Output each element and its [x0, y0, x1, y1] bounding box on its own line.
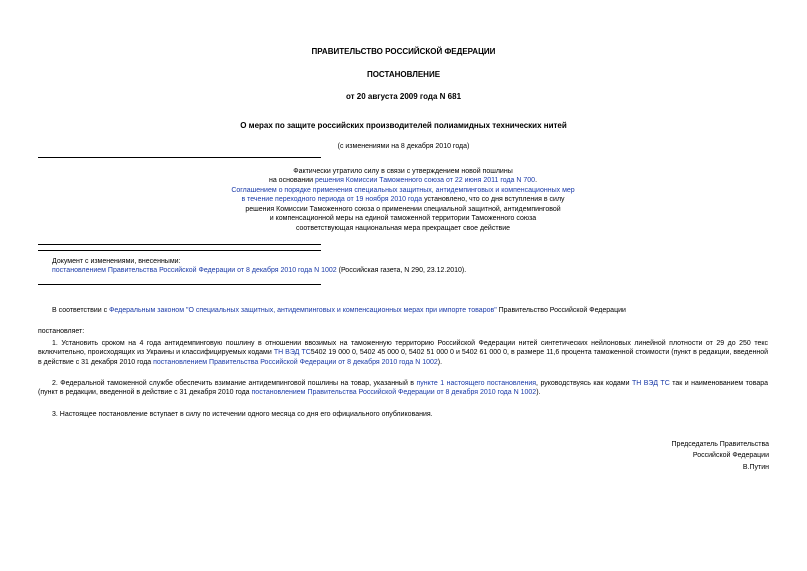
paragraph-text: ).: [437, 358, 443, 366]
notice-line: [38, 176, 768, 185]
doc-type-heading: ПОСТАНОВЛЕНИЕ: [366, 70, 441, 79]
preamble-text: В соответствии с: [52, 307, 110, 314]
agreement-link[interactable]: Соглашением о порядке применения специальных защитных, антидемпинговых и компенсационных мер: [231, 186, 575, 194]
paragraph-1: [38, 339, 768, 367]
paragraph-text: 2. Федеральной таможенной службе обеспечить взимание антидемпинговой пошлины на товар, указанный в: [52, 380, 417, 387]
commission-decision-link[interactable]: решения Комиссии Таможенного союза от 22 июня 2011 года N 700: [315, 177, 536, 185]
amendment-decree-link[interactable]: постановлением Правительства Российской Федерации от 8 декабря 2010 года N 1002: [52, 267, 337, 275]
validity-notice: [38, 167, 768, 233]
notice-line: [38, 195, 768, 204]
item-1-link[interactable]: пункте 1 настоящего постановления: [416, 380, 537, 387]
signer-name: В.Путин: [742, 463, 769, 471]
divider: [38, 244, 321, 245]
decrees-label: постановляет:: [38, 328, 85, 335]
divider: [38, 157, 321, 158]
amendment-decree-link[interactable]: постановлением Правительства Российской Федерации от 8 декабря 2010 года N 1002: [251, 389, 537, 397]
notice-text: .: [535, 177, 538, 185]
preamble: [38, 306, 768, 315]
tn-ved-link[interactable]: ТН ВЭД ТС: [631, 380, 670, 387]
notice-line: Фактически утратило силу в связи с утверждением новой пошлины: [293, 168, 513, 175]
notice-line: соответствующая национальная мера прекращает свое действие: [295, 224, 511, 232]
changes-block: [52, 257, 768, 276]
preamble-text: Правительство Российской Федерации: [496, 307, 626, 314]
agreement-date-link[interactable]: в течение переходного периода от 19 ноября 2010 года: [241, 196, 423, 204]
paragraph-text: 1. Установить сроком на 4 года антидемпинговую пошлину в отношении ввозимых на таможенную территорию Российской Федерации нитей синтетических нейлоновых линейной плотности от 29 до 250 текс включительно, происходящих из Украины и классифицируемых кодами: [38, 340, 768, 357]
changes-source: (Российская газета, N 290, 23.12.2010).: [336, 267, 467, 275]
notice-line: решения Комиссии Таможенного союза о применении специальной защитной, антидемпинговой: [245, 205, 561, 213]
notice-line: и компенсационной меры на единой таможенной территории Таможенного союза: [269, 215, 537, 223]
signer-org: Российской Федерации: [692, 452, 769, 460]
government-heading: ПРАВИТЕЛЬСТВО РОССИЙСКОЙ ФЕДЕРАЦИИ: [311, 47, 496, 56]
paragraph-2: [38, 379, 768, 398]
amendment-note: (с изменениями на 8 декабря 2010 года): [337, 143, 470, 150]
changes-line: [52, 266, 768, 275]
paragraph-text: так и наименованием товара (пункт в редакции, введенной в действие с 31 декабря 2010 года: [38, 380, 769, 397]
federal-law-link[interactable]: Федеральным законом "О специальных защитных, антидемпинговых и компенсационных мерах при импорте товаров": [109, 307, 497, 314]
signer-title: Председатель Правительства: [671, 441, 769, 448]
paragraph-text: 5402 19 000 0, 5402 45 000 0, 5402 51 000 0 и 5402 61 000 0, в размере 11,6 процента таможенной стоимости (пункт в редакции, введенной в действие с 31 декабря 2010 года: [38, 349, 769, 366]
signature-block: [672, 440, 769, 472]
date-number-heading: от 20 августа 2009 года N 681: [345, 92, 462, 101]
notice-text: установлено, что со дня вступления в силу: [422, 196, 565, 204]
tn-ved-link[interactable]: ТН ВЭД ТС: [273, 349, 311, 357]
paragraph-text: ).: [536, 389, 541, 397]
divider: [38, 250, 321, 251]
amendment-decree-link[interactable]: постановлением Правительства Российской Федерации от 8 декабря 2010 года N 1002: [153, 358, 438, 366]
divider: [38, 284, 321, 285]
changes-label: Документ с изменениями, внесенными:: [52, 258, 181, 265]
document-title: О мерах по защите российских производителей полиамидных технических нитей: [240, 121, 567, 130]
paragraph-text: , руководствуясь как кодами: [536, 380, 632, 387]
notice-text: на основании: [268, 177, 315, 185]
paragraph-3: 3. Настоящее постановление вступает в силу по истечении одного месяца со дня его официального опубликования.: [52, 411, 433, 418]
